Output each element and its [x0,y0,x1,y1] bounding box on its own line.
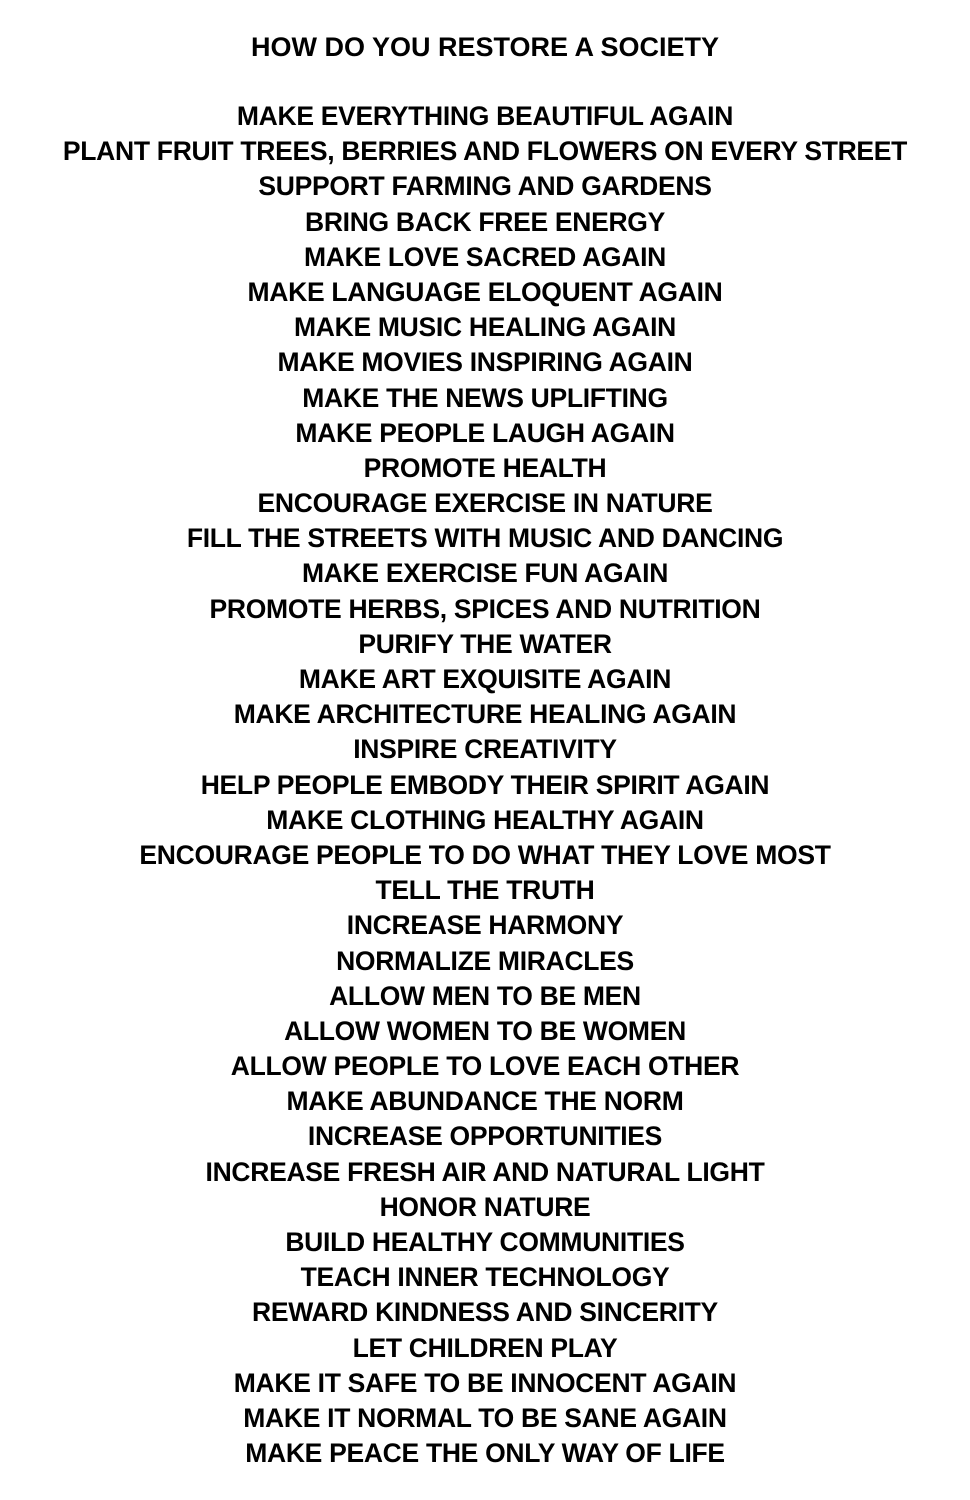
list-item: MAKE MUSIC HEALING AGAIN [294,312,676,343]
list-item: HELP PEOPLE EMBODY THEIR SPIRIT AGAIN [200,769,770,800]
list-item: PLANT FRUIT TREES, BERRIES AND FLOWERS ON EVERY STREET [62,136,908,167]
list-item: HONOR NATURE [379,1191,591,1222]
list-item: MAKE THE NEWS UPLIFTING [302,382,668,413]
list-item: MAKE LOVE SACRED AGAIN [304,241,666,272]
poster-title: HOW DO YOU RESTORE A SOCIETY [250,32,720,62]
list-item: REWARD KINDNESS AND SINCERITY [252,1297,718,1328]
list-item: MAKE MOVIES INSPIRING AGAIN [277,347,693,378]
list-item: MAKE IT SAFE TO BE INNOCENT AGAIN [233,1367,737,1398]
list-item: MAKE LANGUAGE ELOQUENT AGAIN [247,276,723,307]
list-item: BUILD HEALTHY COMMUNITIES [285,1227,685,1257]
list-item: INCREASE HARMONY [346,910,624,941]
list-item: TEACH INNER TECHNOLOGY [300,1262,670,1293]
list-item: ALLOW MEN TO BE MEN [329,980,641,1011]
list-item: INCREASE OPPORTUNITIES [307,1121,663,1152]
list-item: MAKE CLOTHING HEALTHY AGAIN [266,804,704,835]
list-item: SUPPORT FARMING AND GARDENS [258,171,712,202]
list-item: MAKE PEOPLE LAUGH AGAIN [295,417,675,448]
list-item: MAKE ART EXQUISITE AGAIN [298,664,672,694]
list-item: ALLOW WOMEN TO BE WOMEN [284,1015,686,1046]
list-item: NORMALIZE MIRACLES [336,945,634,976]
list-item: MAKE EXERCISE FUN AGAIN [301,558,669,589]
list-item: PROMOTE HERBS, SPICES AND NUTRITION [209,593,761,624]
list-item: MAKE ARCHITECTURE HEALING AGAIN [233,699,737,730]
list-item: BRING BACK FREE ENERGY [304,206,665,237]
list-item: PROMOTE HEALTH [363,452,607,483]
restoration-list [0,65,970,1471]
list-item: MAKE ABUNDANCE THE NORM [286,1086,684,1117]
list-item: ALLOW PEOPLE TO LOVE EACH OTHER [230,1051,740,1082]
list-item: FILL THE STREETS WITH MUSIC AND DANCING [186,523,784,554]
list-item: ENCOURAGE EXERCISE IN NATURE [257,488,713,519]
list-item: MAKE IT NORMAL TO BE SANE AGAIN [243,1402,727,1433]
list-item: LET CHILDREN PLAY [352,1332,618,1363]
list-item: MAKE EVERYTHING BEAUTIFUL AGAIN [236,101,734,131]
list-item: INSPIRE CREATIVITY [353,734,617,765]
list-item: PURIFY THE WATER [358,628,612,659]
list-item: INCREASE FRESH AIR AND NATURAL LIGHT [205,1156,765,1187]
list-item: MAKE PEACE THE ONLY WAY OF LIFE [245,1438,725,1469]
list-item: TELL THE TRUTH [375,875,595,906]
list-item: ENCOURAGE PEOPLE TO DO WHAT THEY LOVE MOST [139,839,831,870]
